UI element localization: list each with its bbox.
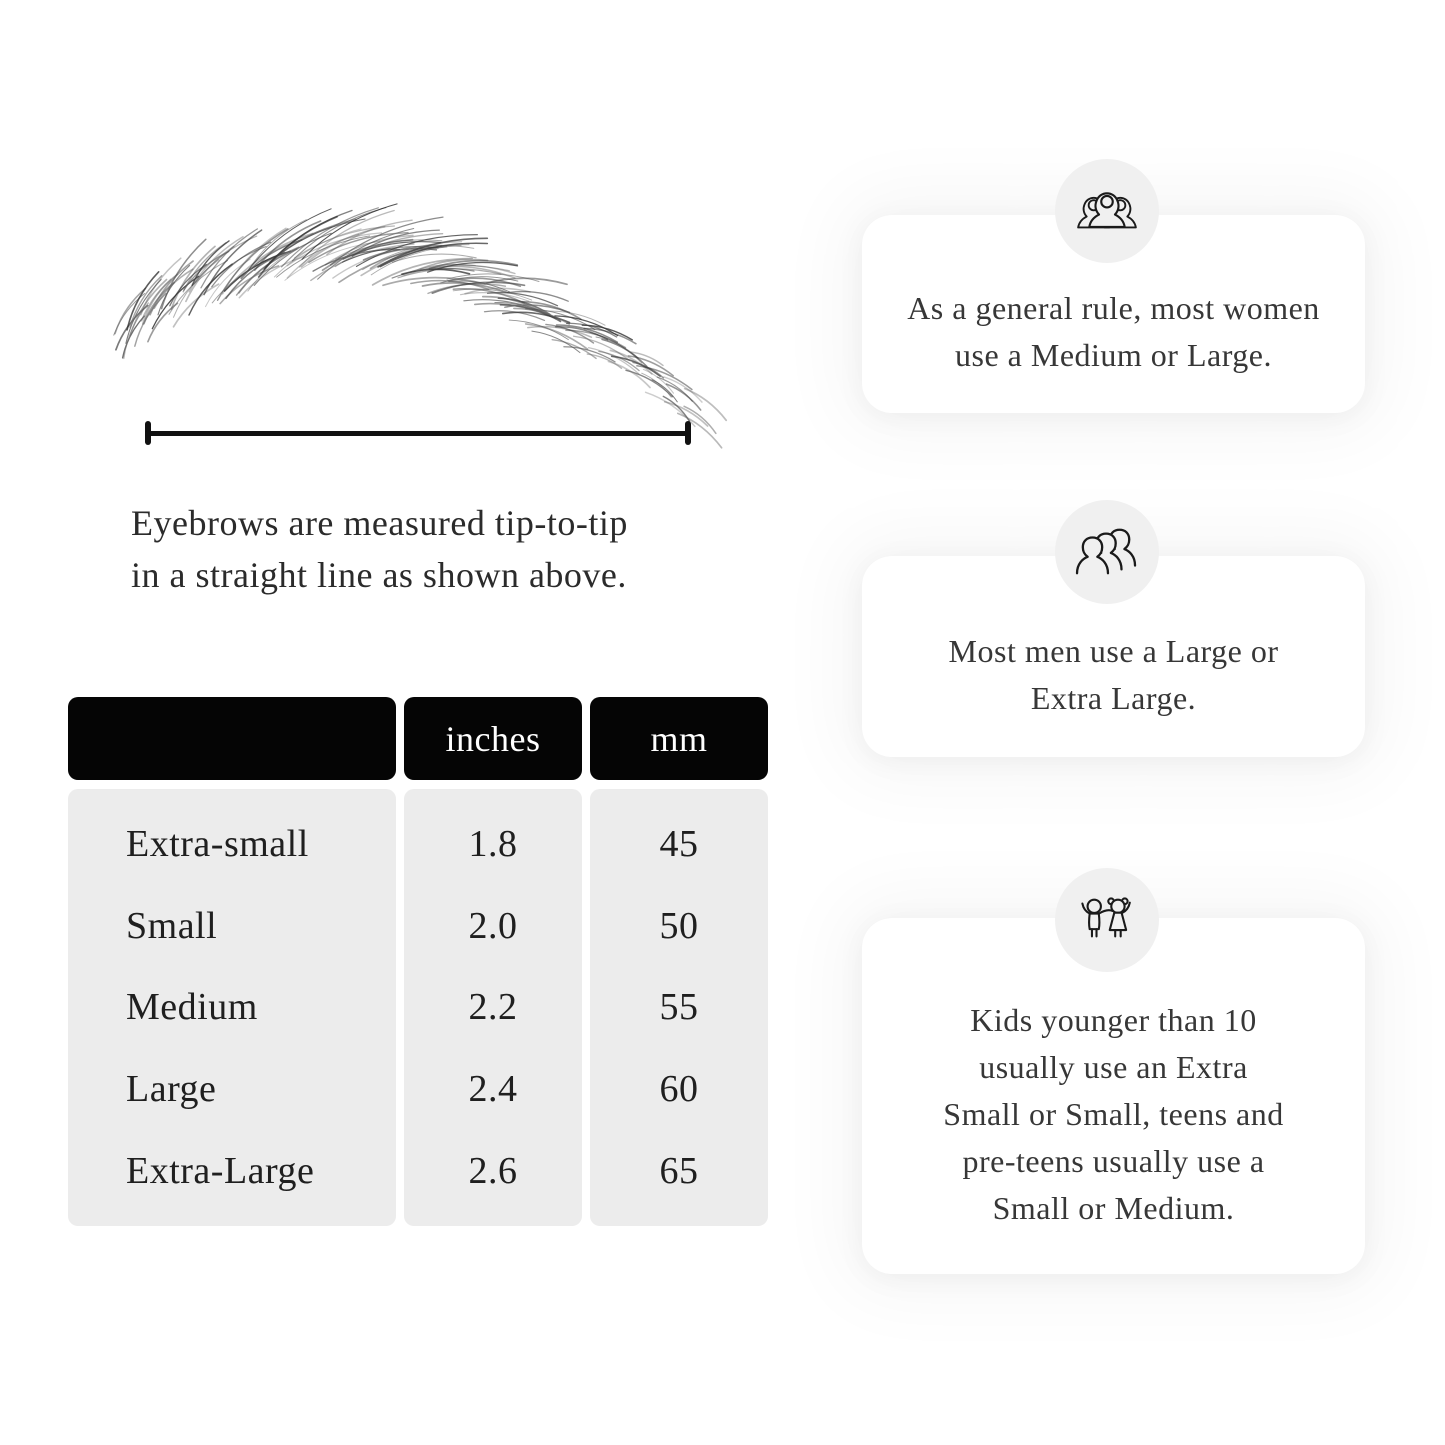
table-body-inches [404, 789, 582, 1226]
ruler-line [145, 431, 691, 436]
table-cell-inches: 1.8 [468, 822, 518, 865]
text-line: Most men use a Large or [948, 632, 1279, 669]
kids-icon-circle [1055, 868, 1159, 972]
text-line: use a Medium or Large. [955, 337, 1272, 373]
measurement-ruler [145, 421, 691, 445]
women-icon-circle [1055, 159, 1159, 263]
table-row-label: Extra-small [126, 822, 309, 865]
table-cell-inches: 2.2 [468, 986, 518, 1029]
eyebrow-illustration [112, 200, 697, 440]
table-cell-mm: 50 [659, 904, 699, 947]
ruler-endcap-right [685, 421, 691, 445]
size-table-column-labels [68, 697, 396, 1226]
table-cell-mm: 65 [659, 1150, 699, 1193]
table-cell-mm: 55 [659, 986, 699, 1029]
table-row-label: Extra-Large [126, 1150, 315, 1193]
table-header-inches: inches [404, 697, 582, 780]
table-cell-inches: 2.6 [468, 1150, 518, 1193]
table-body-labels [68, 789, 396, 1226]
table-cell-inches: 2.4 [468, 1068, 518, 1111]
text-line: in a straight line as shown above. [131, 555, 627, 595]
table-row-label: Large [126, 1068, 217, 1111]
text-line: As a general rule, most women [907, 290, 1320, 326]
table-body-mm [590, 789, 768, 1226]
text-line: Small or Small, teens and [943, 1095, 1284, 1132]
men-icon-circle [1055, 500, 1159, 604]
text-line: usually use an Extra [979, 1048, 1248, 1085]
table-cell-mm: 45 [659, 822, 699, 865]
text-line: Eyebrows are measured tip-to-tip [131, 503, 628, 543]
text-line: pre-teens usually use a [962, 1142, 1265, 1179]
text-line: Small or Medium. [992, 1189, 1235, 1226]
women-group-icon [1076, 188, 1138, 234]
men-group-icon [1075, 523, 1139, 581]
measurement-caption [131, 497, 628, 601]
table-row-label: Small [126, 904, 218, 947]
table-cell-mm: 60 [659, 1068, 699, 1111]
text-line: Extra Large. [1030, 679, 1197, 716]
table-row-label: Medium [126, 986, 258, 1029]
size-table-column-inches [404, 697, 582, 1226]
text-line: Kids younger than 10 [970, 1001, 1257, 1038]
kids-icon [1076, 893, 1138, 947]
size-table-column-mm [590, 697, 768, 1226]
table-header-blank [68, 697, 396, 780]
table-header-mm: mm [590, 697, 768, 780]
table-cell-inches: 2.0 [468, 904, 518, 947]
